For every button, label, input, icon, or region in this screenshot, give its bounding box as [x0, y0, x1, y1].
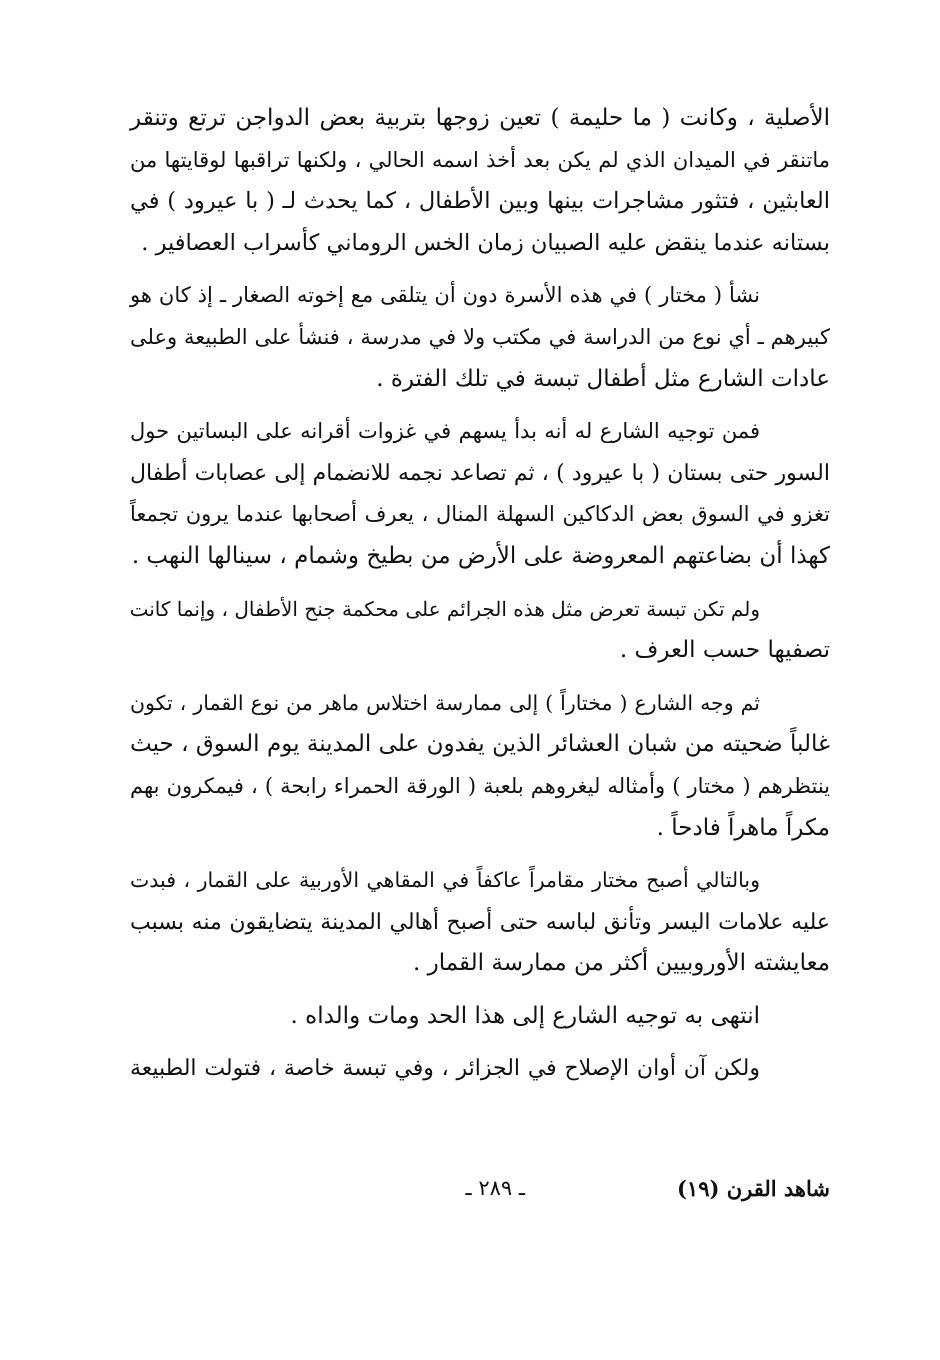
text-line: عليه علامات اليسر وتأنق لباسه حتى أصبح أهالي المدينة يتضايقون منه بسبب: [130, 909, 830, 935]
text-line: الأصلية ، وكانت ( ما حليمة ) تعين زوجها بتربية بعض الدواجن ترتع وتنقر: [130, 105, 830, 131]
text-line: مكراً ماهراً فادحاً .: [656, 814, 830, 841]
text-line: تصفيها حسب العرف .: [619, 637, 830, 664]
text-line: معايشته الأوروبيين أكثر من ممارسة القمار .: [413, 950, 830, 977]
text-line: بستانه عندما ينقض عليه الصبيان زمان الخس الروماني كأسراب العصافير .: [141, 229, 830, 256]
text-line: ماتنقر في الميدان الذي لم يكن بعد أخذ اسمه الحالي ، ولكنها تراقبها لوقايتها من: [130, 147, 830, 172]
book-title: شاهد القرن (١٩): [676, 1176, 830, 1201]
paragraph-6: [130, 860, 830, 985]
text-line: فمن توجيه الشارع له أنه بدأ يسهم في غزوات أقرانه على البساتين حول: [130, 419, 760, 444]
paragraph-8: [130, 1048, 830, 1090]
paragraph-1: [130, 98, 830, 264]
text-line: وبالتالي أصبح مختار مقامراً عاكفاً في المقاهي الأوربية على القمار ، فبدت: [130, 868, 760, 893]
text-line: السور حتى بستان ( با عيرود ) ، ثم تصاعد نجمه للانضمام إلى عصابات أطفال: [130, 460, 830, 486]
text-line: عادات الشارع مثل أطفال تبسة في تلك الفترة .: [376, 365, 830, 392]
paragraph-5: [130, 683, 830, 849]
text-line: نشأ ( مختار ) في هذه الأسرة دون أن يتلقى مع إخوته الصغار ـ إذ كان هو: [130, 283, 760, 308]
text-line: كبيرهم ـ أي نوع من الدراسة في مكتب ولا في مدرسة ، فنشأ على الطبيعة وعلى: [130, 324, 830, 349]
text-line: انتهى به توجيه الشارع إلى هذا الحد ومات والداه .: [290, 1002, 760, 1029]
page-body: [130, 98, 830, 1090]
paragraph-3: [130, 411, 830, 577]
text-line: كهذا أن بضاعتهم المعروضة على الأرض من بطيخ وشمام ، سينالها النهب .: [131, 542, 830, 569]
paragraph-2: [130, 275, 830, 400]
text-line: غالباً ضحيته من شبان العشائر الذين يفدون على المدينة يوم السوق ، حيث: [130, 731, 830, 758]
text-line: تغزو في السوق بعض الدكاكين السهلة المنال ، يعرف أصحابها عندما يرون تجمعاً: [130, 502, 830, 527]
text-line: ثم وجه الشارع ( مختاراً ) إلى ممارسة اختلاس ماهر من نوع القمار ، تكون: [130, 690, 760, 715]
text-line: ولم تكن تبسة تعرض مثل هذه الجرائم على محكمة جنح الأطفال ، وإنما كانت: [129, 596, 760, 621]
page-number: ـ ٢٨٩ ـ: [465, 1176, 525, 1200]
text-line: العابثين ، فتثور مشاجرات بينها وبين الأطفال ، كما يحدث لـ ( با عيرود ) في: [130, 188, 830, 215]
page-footer: [130, 1176, 830, 1206]
paragraph-4: [130, 589, 830, 672]
text-line: ينتظرهم ( مختار ) وأمثاله ليغروهم بلعبة ( الورقة الحمراء رابحة ) ، فيمكرون بهم: [130, 773, 830, 798]
paragraph-7: [130, 996, 830, 1038]
text-line: ولكن آن أوان الإصلاح في الجزائر ، وفي تبسة خاصة ، فتولت الطبيعة: [130, 1056, 760, 1082]
